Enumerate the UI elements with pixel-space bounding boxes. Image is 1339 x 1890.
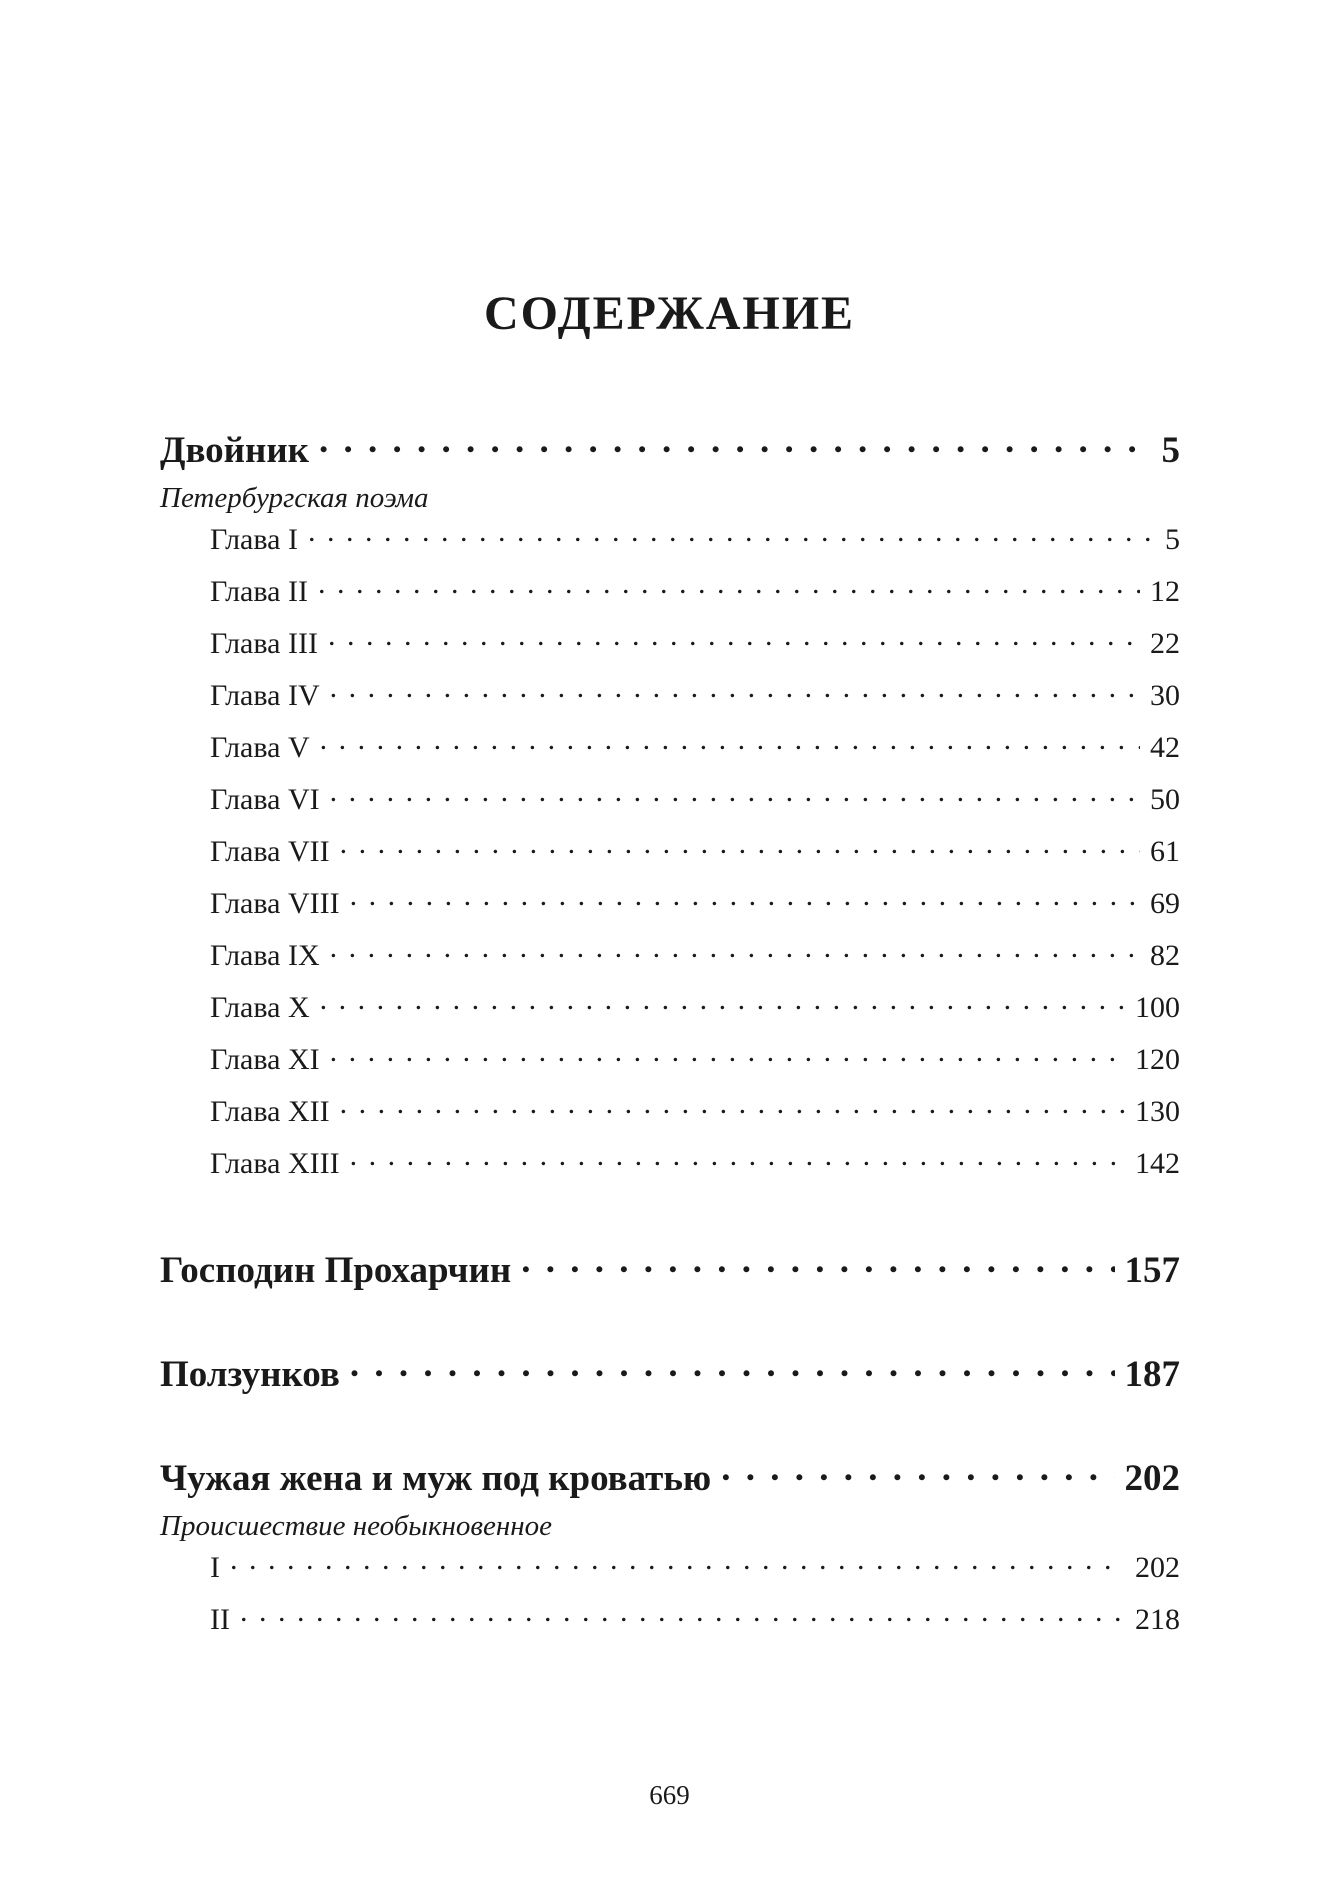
toc-chapter[interactable] (160, 519, 1180, 571)
chapter-label: Глава IV (210, 679, 320, 712)
toc-entry-page: 202 (1124, 1458, 1180, 1499)
toc-chapter[interactable] (160, 1091, 1180, 1143)
toc-chapter[interactable] (160, 1599, 1180, 1651)
dot-leader (521, 1245, 1114, 1282)
toc-entry-subtitle: Происшествие необыкновенное (160, 1510, 552, 1542)
chapter-label: Глава XIII (210, 1147, 340, 1180)
toc-entry-page: 5 (1161, 430, 1180, 471)
dot-leader (350, 1349, 1115, 1386)
toc-chapter[interactable] (160, 623, 1180, 675)
chapter-label: Глава VII (210, 835, 330, 868)
dot-leader (330, 675, 1140, 705)
toc-entry-prokharchin[interactable] (160, 1245, 1180, 1297)
dot-leader (340, 1091, 1125, 1121)
chapter-label: Глава II (210, 575, 308, 608)
chapter-page: 100 (1135, 991, 1180, 1024)
chapter-page: 69 (1150, 887, 1180, 920)
toc-chapter[interactable] (160, 571, 1180, 623)
toc-chapter[interactable] (160, 935, 1180, 987)
chapter-label: Глава IX (210, 939, 320, 972)
toc-entry-title: Ползунков (160, 1354, 340, 1395)
dot-leader (340, 831, 1140, 861)
chapter-label: II (210, 1603, 230, 1636)
toc-chapter[interactable] (160, 987, 1180, 1039)
chapter-label: Глава XII (210, 1095, 330, 1128)
page-title: СОДЕРЖАНИЕ (483, 287, 856, 340)
chapter-page: 120 (1135, 1043, 1180, 1076)
dot-leader (330, 1039, 1125, 1069)
toc-chapter[interactable] (160, 779, 1180, 831)
chapter-label: Глава X (210, 991, 310, 1024)
chapter-page: 202 (1135, 1551, 1180, 1584)
spacer (160, 1195, 1180, 1245)
toc-chapter[interactable] (160, 675, 1180, 727)
chapter-label: Глава III (210, 627, 318, 660)
dot-leader (240, 1599, 1125, 1629)
toc-entry-title: Чужая жена и муж под кроватью (160, 1458, 712, 1499)
toc-entry-page: 157 (1124, 1250, 1180, 1291)
chapter-page: 50 (1150, 783, 1180, 816)
chapter-page: 42 (1150, 731, 1180, 764)
toc-entry-subtitle: Петербургская поэма (160, 482, 429, 514)
dot-leader (319, 425, 1152, 462)
chapter-page: 30 (1150, 679, 1180, 712)
page-number: 669 (649, 1780, 690, 1810)
chapter-label: I (210, 1551, 220, 1584)
toc-entry-title: Двойник (160, 430, 309, 471)
table-of-contents (160, 425, 1180, 1651)
chapter-label: Глава V (210, 731, 310, 764)
toc-entry-dvoinik[interactable] (160, 425, 1180, 477)
toc-entry-title: Господин Прохарчин (160, 1250, 512, 1291)
chapter-page: 5 (1165, 523, 1180, 556)
dot-leader (330, 779, 1140, 809)
dot-leader (320, 987, 1125, 1017)
toc-entry-page: 187 (1124, 1354, 1180, 1395)
chapter-page: 218 (1135, 1603, 1180, 1636)
dot-leader (350, 1143, 1125, 1173)
toc-chapter[interactable] (160, 883, 1180, 935)
dot-leader (308, 519, 1155, 549)
chapter-page: 142 (1135, 1147, 1180, 1180)
chapter-page: 22 (1150, 627, 1180, 660)
spacer (160, 1297, 1180, 1349)
dot-leader (330, 935, 1140, 965)
chapter-label: Глава I (210, 523, 298, 556)
chapter-page: 12 (1150, 575, 1180, 608)
dot-leader (328, 623, 1140, 653)
chapter-page: 82 (1150, 939, 1180, 972)
toc-chapter[interactable] (160, 727, 1180, 779)
chapter-label: Глава VI (210, 783, 320, 816)
dot-leader (350, 883, 1140, 913)
dot-leader (318, 571, 1140, 601)
toc-chapter[interactable] (160, 1143, 1180, 1195)
spacer (160, 1401, 1180, 1453)
toc-entry-polzunkov[interactable] (160, 1349, 1180, 1401)
dot-leader (230, 1547, 1125, 1577)
dot-leader (320, 727, 1140, 757)
toc-chapter[interactable] (160, 1039, 1180, 1091)
toc-chapter[interactable] (160, 1547, 1180, 1599)
chapter-label: Глава XI (210, 1043, 320, 1076)
dot-leader (721, 1453, 1114, 1490)
toc-entry-chuzhaya-zhena[interactable] (160, 1453, 1180, 1505)
chapter-label: Глава VIII (210, 887, 340, 920)
toc-chapter[interactable] (160, 831, 1180, 883)
chapter-page: 61 (1150, 835, 1180, 868)
chapter-page: 130 (1135, 1095, 1180, 1128)
